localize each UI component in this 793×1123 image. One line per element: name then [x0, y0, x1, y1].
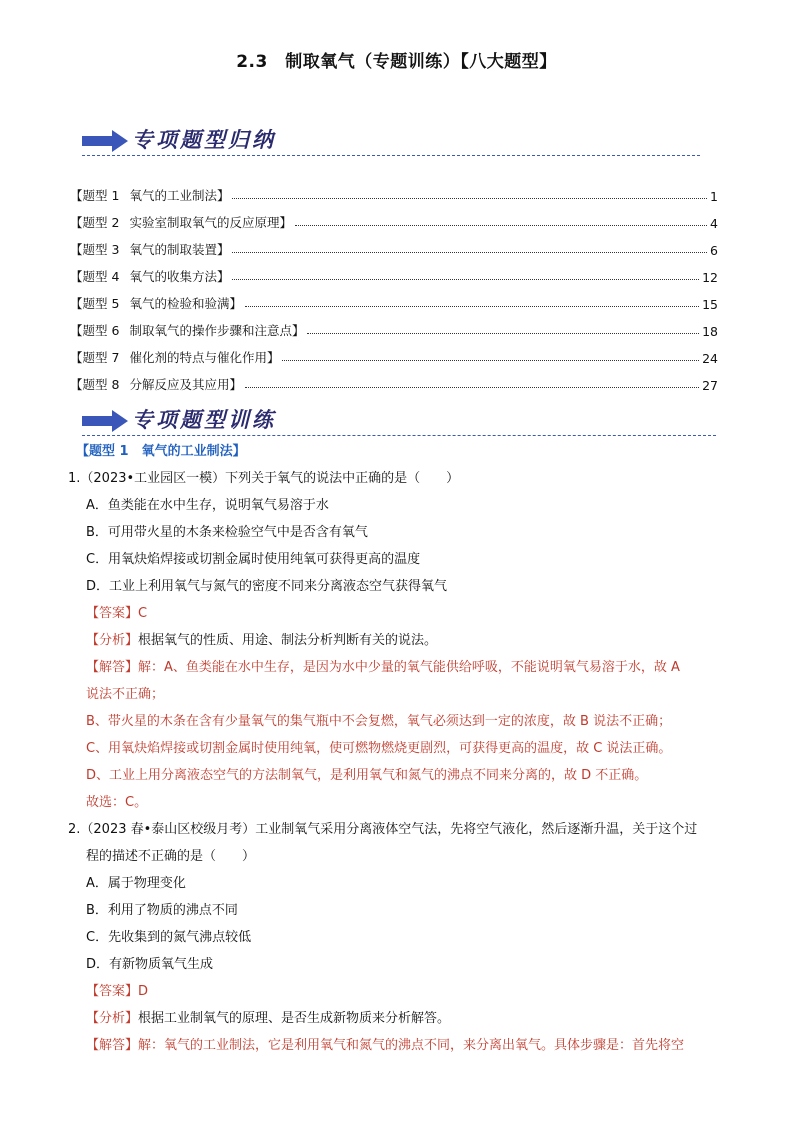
final-choice: 故选：C。 — [86, 795, 148, 810]
solution-text: B、带火星的木条在含有少量氧气的集气瓶中不会复燃，氧气必须达到一定的浓度，故 B 说法不正确； — [86, 714, 672, 729]
analysis-tag: 【分析】 — [86, 633, 139, 648]
table-of-contents — [70, 177, 718, 393]
question-stem-cont: 程的描述不正确的是（ ） — [86, 849, 256, 864]
toc-item[interactable] — [70, 258, 718, 285]
toc-tag: 【题型 3 — [70, 242, 120, 257]
question-content — [68, 438, 728, 1059]
solution-tag: 【解答】 — [86, 1038, 139, 1053]
toc-page: 6 — [710, 243, 718, 258]
toc-page: 15 — [702, 297, 718, 312]
toc-title: 氧气的检验和验满】 — [129, 296, 242, 311]
section-banner-summary — [82, 124, 700, 156]
solution-text: 解：A、鱼类能在水中生存，是因为水中少量的氧气能供给呼吸，不能说明氧气易溶于水，故 A — [138, 660, 680, 675]
arrow-right-icon — [82, 130, 128, 152]
toc-item[interactable] — [70, 177, 718, 204]
option-b: B．利用了物质的沸点不同 — [86, 903, 238, 918]
arrow-right-icon — [82, 410, 128, 432]
analysis-text: 根据工业制氧气的原理、是否生成新物质来分析解答。 — [138, 1011, 451, 1026]
analysis-line — [68, 1005, 728, 1032]
option-d: D．工业上利用氧气与氮气的密度不同来分离液态空气获得氧气 — [86, 579, 448, 594]
answer-line — [68, 978, 728, 1005]
toc-tag: 【题型 4 — [70, 269, 120, 284]
toc-leader — [232, 279, 699, 280]
toc-title: 氧气的收集方法】 — [129, 269, 230, 284]
toc-item[interactable] — [70, 231, 718, 258]
solution-text: C、用氧炔焰焊接或切割金属时使用纯氧，使可燃物燃烧更剧烈，可获得更高的温度，故 C 说法正确。 — [86, 741, 672, 756]
toc-title: 氧气的工业制法】 — [129, 188, 230, 203]
banner-title: 专项题型归纳 — [132, 127, 276, 152]
toc-leader — [245, 387, 699, 388]
answer-line — [68, 600, 728, 627]
toc-leader — [232, 198, 707, 199]
answer-tag: 【答案】 — [86, 606, 139, 621]
option-a: A．属于物理变化 — [86, 876, 186, 891]
solution-line — [68, 654, 728, 681]
toc-title: 制取氧气的操作步骤和注意点】 — [129, 323, 305, 338]
option-d: D．有新物质氧气生成 — [86, 957, 214, 972]
answer-value: D — [138, 984, 149, 999]
toc-leader — [232, 252, 707, 253]
question-stem: 1.（2023•工业园区一模）下列关于氧气的说法中正确的是（ ） — [68, 471, 460, 486]
question-stem: 2.（2023 春•泰山区校级月考）工业制氧气采用分离液体空气法，先将空气液化，然后逐渐升温，关于这个过 — [68, 822, 698, 837]
toc-tag: 【题型 6 — [70, 323, 120, 338]
section-banner-training — [82, 404, 716, 436]
toc-item[interactable] — [70, 312, 718, 339]
divider — [82, 155, 700, 156]
toc-tag: 【题型 5 — [70, 296, 120, 311]
answer-value: C — [138, 606, 148, 621]
toc-page: 4 — [710, 216, 718, 231]
toc-leader — [282, 360, 699, 361]
toc-page: 27 — [702, 378, 718, 393]
toc-item[interactable] — [70, 366, 718, 393]
toc-title: 氧气的制取装置】 — [129, 242, 230, 257]
option-a: A．鱼类能在水中生存，说明氧气易溶于水 — [86, 498, 329, 513]
solution-text: D、工业上用分离液态空气的方法制氧气，是利用氧气和氮气的沸点不同来分离的，故 D 不正确。 — [86, 768, 648, 783]
toc-leader — [307, 333, 699, 334]
toc-tag: 【题型 8 — [70, 377, 120, 392]
toc-tag: 【题型 7 — [70, 350, 120, 365]
toc-item[interactable] — [70, 285, 718, 312]
solution-text: 说法不正确； — [86, 687, 165, 702]
option-c: C．用氧炔焰焊接或切割金属时使用纯氧可获得更高的温度 — [86, 552, 421, 567]
analysis-text: 根据氧气的性质、用途、制法分析判断有关的说法。 — [138, 633, 438, 648]
answer-tag: 【答案】 — [86, 984, 139, 999]
toc-page: 1 — [710, 189, 718, 204]
toc-page: 12 — [702, 270, 718, 285]
toc-title: 分解反应及其应用】 — [129, 377, 242, 392]
option-b: B．可用带火星的木条来检验空气中是否含有氧气 — [86, 525, 368, 540]
toc-leader — [245, 306, 699, 307]
toc-item[interactable] — [70, 339, 718, 366]
page-title: 2.3 制取氧气（专题训练）【八大题型】 — [236, 52, 557, 72]
solution-tag: 【解答】 — [86, 660, 139, 675]
toc-page: 24 — [702, 351, 718, 366]
toc-tag: 【题型 1 — [70, 188, 120, 203]
toc-leader — [295, 225, 707, 226]
divider — [82, 435, 716, 436]
toc-title: 催化剂的特点与催化作用】 — [129, 350, 280, 365]
analysis-tag: 【分析】 — [86, 1011, 139, 1026]
toc-tag: 【题型 2 — [70, 215, 120, 230]
solution-line — [68, 1032, 728, 1059]
toc-title: 实验室制取氧气的反应原理】 — [129, 215, 292, 230]
banner-title: 专项题型训练 — [132, 407, 276, 432]
section-heading: 【题型 1 氧气的工业制法】 — [76, 444, 246, 459]
toc-page: 18 — [702, 324, 718, 339]
toc-item[interactable] — [70, 204, 718, 231]
solution-text: 解：氧气的工业制法，它是利用氧气和氮气的沸点不同，来分离出氧气。具体步骤是：首先将空 — [138, 1038, 685, 1053]
option-c: C．先收集到的氮气沸点较低 — [86, 930, 252, 945]
analysis-line — [68, 627, 728, 654]
